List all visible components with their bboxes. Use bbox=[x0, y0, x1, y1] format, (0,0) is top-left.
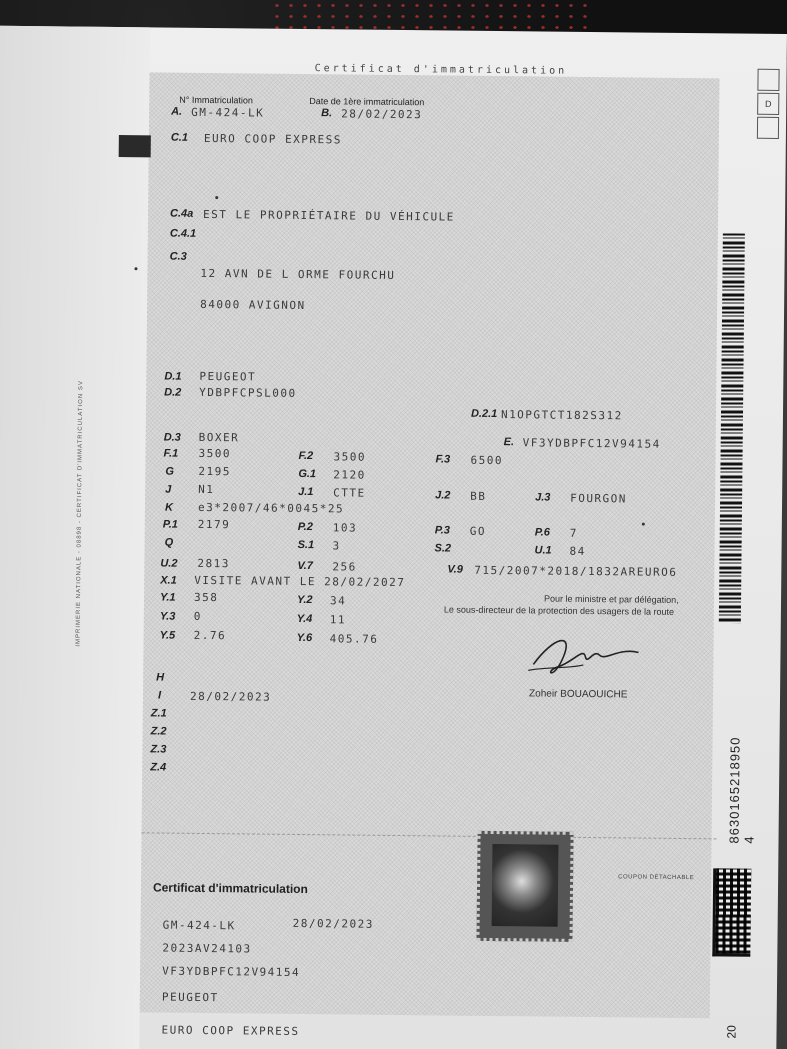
registration-number: GM-424-LK bbox=[191, 105, 265, 120]
k-label: K bbox=[164, 501, 174, 514]
y3-value: 0 bbox=[193, 609, 203, 623]
national-type-code: N1OPGTCT182S312 bbox=[500, 408, 623, 423]
hologram-image bbox=[492, 844, 559, 927]
p3-value: GO bbox=[469, 524, 487, 538]
v7-label: V.7 bbox=[297, 559, 313, 573]
x1-label: X.1 bbox=[160, 574, 177, 587]
signature-line-2: Le sous-directeur de la protection des usagers de la route bbox=[443, 604, 675, 617]
u1-value: 84 bbox=[569, 544, 586, 558]
coupon-date: 28/02/2023 bbox=[292, 916, 374, 931]
f2-value: 3500 bbox=[333, 450, 367, 464]
registration-document bbox=[0, 26, 787, 1049]
speck bbox=[215, 196, 218, 199]
j3-value: FOURGON bbox=[570, 491, 628, 506]
address-line-1: 12 AVN DE L ORME FOURCHU bbox=[200, 266, 396, 282]
datamatrix-code bbox=[712, 868, 751, 956]
paper-left-margin bbox=[0, 26, 150, 1049]
p1-value: 2179 bbox=[197, 517, 231, 532]
j1-label: J.1 bbox=[298, 485, 314, 499]
y4-value: 11 bbox=[329, 613, 347, 627]
c4a-label: C.4a bbox=[170, 207, 194, 220]
j-value: N1 bbox=[198, 482, 215, 497]
d21-label: D.2.1 bbox=[470, 407, 498, 421]
type-variant: YDBPFCPSL000 bbox=[199, 385, 297, 400]
y2-label: Y.2 bbox=[296, 593, 313, 607]
coupon-holder: EURO COOP EXPRESS bbox=[161, 1023, 300, 1039]
signatory-name: Zoheir BOUAOUICHE bbox=[528, 688, 628, 701]
z3-label: Z.3 bbox=[150, 743, 167, 756]
p1-label: P.1 bbox=[162, 518, 178, 531]
s1-value: 3 bbox=[332, 539, 341, 553]
s1-label: S.1 bbox=[297, 538, 315, 552]
p3-label: P.3 bbox=[434, 524, 450, 537]
f3-label: F.3 bbox=[435, 453, 451, 466]
b-label: B. bbox=[321, 107, 333, 120]
z1-label: Z.1 bbox=[150, 707, 167, 720]
q-label: Q bbox=[164, 536, 174, 549]
j2-value: BB bbox=[470, 489, 487, 503]
p2-label: P.2 bbox=[297, 520, 313, 534]
coupon-make: PEUGEOT bbox=[161, 990, 219, 1005]
g-label: G bbox=[165, 465, 174, 478]
side-box-1 bbox=[757, 69, 779, 91]
address-line-2: 84000 AVIGNON bbox=[200, 297, 306, 313]
page-edge-number: 20 bbox=[724, 1025, 739, 1039]
f1-value: 3500 bbox=[198, 446, 232, 461]
f2-label: F.2 bbox=[298, 449, 314, 463]
coupon-formula-number: 2023AV24103 bbox=[162, 941, 252, 956]
j-label: J bbox=[165, 483, 172, 496]
y1-label: Y.1 bbox=[159, 591, 176, 604]
p2-value: 103 bbox=[332, 521, 358, 535]
y5-label: Y.5 bbox=[159, 629, 176, 642]
vertical-barcode bbox=[719, 233, 745, 623]
signature-graphic bbox=[523, 626, 644, 677]
make: PEUGEOT bbox=[199, 369, 257, 384]
v9-label: V.9 bbox=[447, 563, 463, 576]
side-boxes bbox=[757, 69, 780, 141]
document-title: Certificat d'immatriculation bbox=[314, 63, 568, 77]
co2-value: 256 bbox=[332, 560, 357, 574]
d3-label: D.3 bbox=[163, 431, 181, 444]
b-heading: Date de 1ère immatriculation bbox=[309, 96, 425, 108]
j2-label: J.2 bbox=[435, 489, 451, 502]
c1-label: C.1 bbox=[170, 131, 189, 144]
p6-value: 7 bbox=[569, 526, 578, 540]
environmental-class: 715/2007*2018/1832AREURO6 bbox=[474, 563, 678, 579]
h-label: H bbox=[156, 671, 165, 684]
coupon-plate: GM-424-LK bbox=[162, 918, 236, 933]
holder-name: EURO COOP EXPRESS bbox=[203, 131, 343, 147]
p6-label: P.6 bbox=[534, 526, 550, 539]
security-hologram bbox=[476, 831, 573, 942]
y2-value: 34 bbox=[329, 594, 347, 608]
coupon-vin: VF3YDBPFC12V94154 bbox=[162, 964, 301, 980]
a-label: A. bbox=[171, 105, 183, 118]
printer-vertical-text: IMPRIMERIE NATIONALE - 08898 - CERTIFICAT D'IMMATRICULATION SV bbox=[75, 380, 85, 647]
coupon-label: COUPON DÉTACHABLE bbox=[618, 874, 695, 882]
z2-label: Z.2 bbox=[150, 725, 167, 738]
d1-label: D.1 bbox=[164, 370, 182, 383]
g1-value: 2120 bbox=[333, 468, 366, 482]
barcode-number: 8630165218950 4 bbox=[726, 736, 757, 844]
g1-label: G.1 bbox=[298, 467, 317, 481]
s2-label: S.2 bbox=[434, 542, 452, 555]
y1-value: 358 bbox=[193, 590, 219, 605]
approval-number: e3*2007/46*0045*25 bbox=[197, 500, 345, 516]
i-label: I bbox=[157, 689, 162, 702]
d2-label: D.2 bbox=[164, 386, 182, 399]
y6-label: Y.6 bbox=[296, 631, 313, 645]
c3-label: C.3 bbox=[169, 250, 187, 263]
side-box-2: D bbox=[757, 93, 779, 115]
e-label: E. bbox=[503, 436, 515, 449]
u2-value: 2813 bbox=[197, 556, 230, 571]
model: BOXER bbox=[198, 430, 240, 445]
j3-label: J.3 bbox=[535, 491, 551, 504]
y3-label: Y.3 bbox=[159, 610, 176, 623]
y5-value: 2.76 bbox=[193, 628, 227, 643]
tax-total: 405.76 bbox=[329, 632, 379, 646]
c41-label: C.4.1 bbox=[169, 227, 197, 240]
a-heading: N° Immatriculation bbox=[179, 94, 253, 106]
owner-status: EST LE PROPRIÉTAIRE DU VÉHICULE bbox=[202, 207, 455, 224]
vin: VF3YDBPFC12V94154 bbox=[522, 436, 661, 451]
signature-line-1: Pour le ministre et par délégation, bbox=[544, 593, 679, 605]
side-box-3 bbox=[757, 117, 779, 139]
u1-label: U.1 bbox=[534, 544, 552, 557]
first-registration-date: 28/02/2023 bbox=[341, 107, 423, 122]
speck bbox=[134, 267, 137, 270]
coupon-title: Certificat d'immatriculation bbox=[152, 880, 308, 897]
u2-label: U.2 bbox=[160, 557, 178, 570]
speck bbox=[642, 523, 645, 526]
f3-value: 6500 bbox=[470, 453, 504, 468]
y4-label: Y.4 bbox=[296, 612, 313, 626]
g-value: 2195 bbox=[198, 464, 231, 479]
f1-label: F.1 bbox=[163, 447, 179, 460]
certificate-date: 28/02/2023 bbox=[189, 689, 272, 704]
z4-label: Z.4 bbox=[150, 761, 167, 774]
j1-value: CTTE bbox=[333, 486, 366, 500]
black-marker bbox=[119, 135, 151, 157]
inspection-due: VISITE AVANT LE 28/02/2027 bbox=[194, 573, 406, 590]
